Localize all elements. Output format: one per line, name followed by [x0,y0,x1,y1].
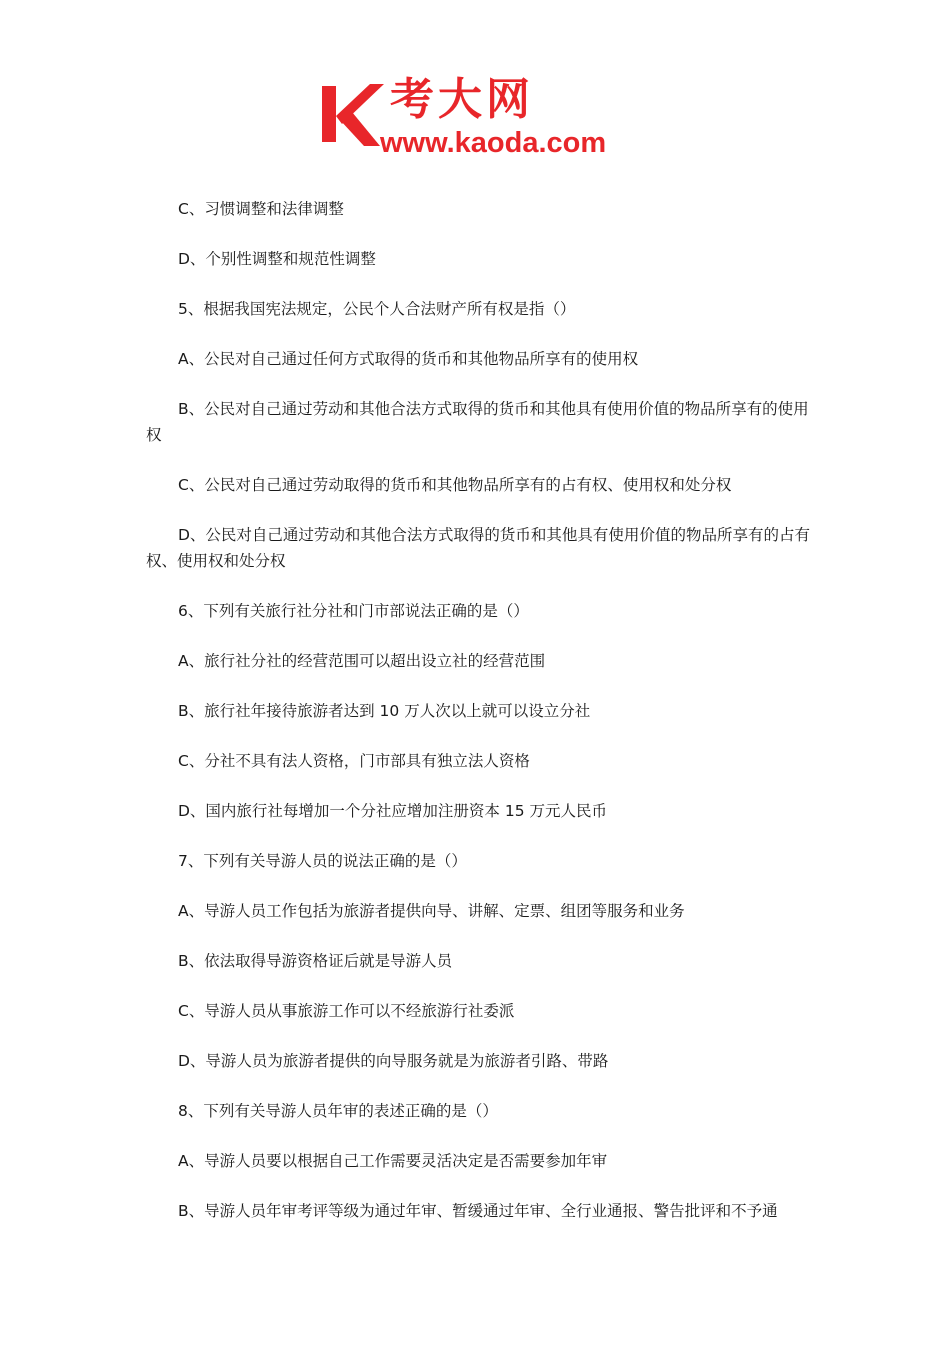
option-6b: B、旅行社年接待旅游者达到 10 万人次以上就可以设立分社 [178,702,591,720]
option-7c: C、导游人员从事旅游工作可以不经旅游行社委派 [178,1002,515,1020]
question-8: 8、下列有关导游人员年审的表述正确的是（） [178,1102,498,1120]
option-3d: D、个别性调整和规范性调整 [178,250,376,268]
option-5b: B、公民对自己通过劳动和其他合法方式取得的货币和其他具有使用价值的物品所享有的使用权 [146,400,809,444]
option-6d: D、国内旅行社每增加一个分社应增加注册资本 15 万元人民币 [178,802,608,820]
option-8a: A、导游人员要以根据自己工作需要灵活决定是否需要参加年审 [178,1152,608,1170]
logo-url: www.kaoda.com [380,127,607,159]
document-body [146,196,810,1248]
logo-chinese-title: 考大网 [390,74,534,125]
question-6: 6、下列有关旅行社分社和门市部说法正确的是（） [178,602,529,620]
option-7d: D、导游人员为旅游者提供的向导服务就是为旅游者引路、带路 [178,1052,609,1070]
option-5d: D、公民对自己通过劳动和其他合法方式取得的货币和其他具有使用价值的物品所享有的占有权、使用权和处分权 [146,526,810,570]
question-5: 5、根据我国宪法规定，公民个人合法财产所有权是指（） [178,300,576,318]
option-3c: C、习惯调整和法律调整 [178,200,344,218]
option-7b: B、依法取得导游资格证后就是导游人员 [178,952,453,970]
option-6c: C、分社不具有法人资格，门市部具有独立法人资格 [178,752,530,770]
option-7a: A、导游人员工作包括为旅游者提供向导、讲解、定票、组团等服务和业务 [178,902,685,920]
option-6a: A、旅行社分社的经营范围可以超出设立社的经营范围 [178,652,546,670]
option-8b: B、导游人员年审考评等级为通过年审、暂缓通过年审、全行业通报、警告批评和不予通 [178,1202,778,1220]
option-5a: A、公民对自己通过任何方式取得的货币和其他物品所享有的使用权 [178,350,639,368]
option-5c: C、公民对自己通过劳动取得的货币和其他物品所享有的占有权、使用权和处分权 [178,476,732,494]
kaoda-logo [318,74,640,160]
question-7: 7、下列有关导游人员的说法正确的是（） [178,852,467,870]
